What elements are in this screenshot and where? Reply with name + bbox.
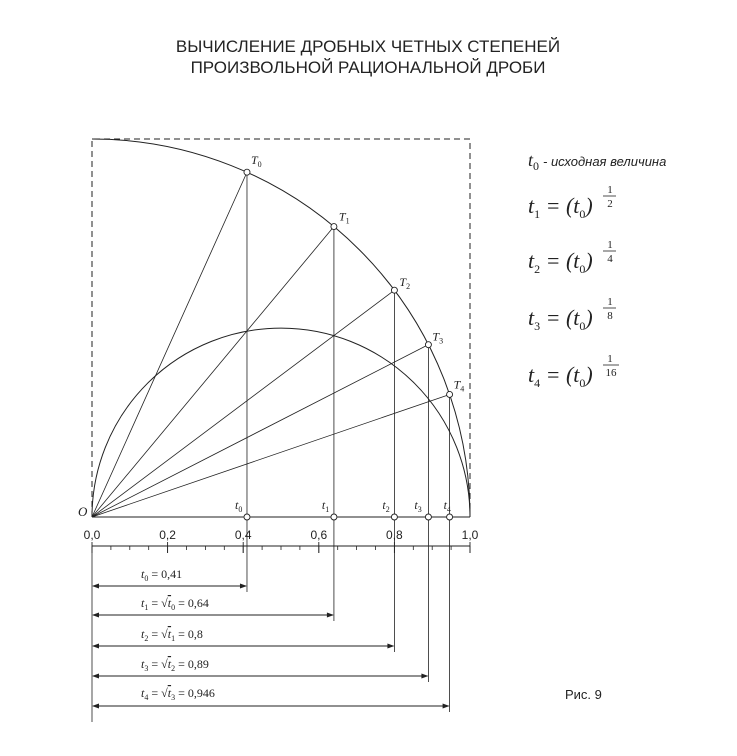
- legend-formula-t2: $t_2 = (t_0)$: [528, 248, 593, 276]
- label-t2: $t_2$: [382, 498, 390, 514]
- arrowhead-left: [92, 584, 99, 589]
- point-t3: [425, 514, 431, 520]
- ray-t1: [92, 227, 334, 517]
- axis-tick-label: 0,0: [83, 528, 101, 542]
- legend-t0: $t_0$ $^{- исходная величина}$: [528, 150, 667, 173]
- dimension-label-t2: $t_2 = √t_1 = 0,8$: [141, 627, 203, 643]
- arrowhead-left: [92, 674, 99, 679]
- point-t1: [331, 514, 337, 520]
- exponent-denominator: 16: [605, 367, 617, 379]
- formula-legend: [528, 150, 666, 390]
- exponent-numerator: 1: [607, 353, 613, 365]
- axis-tick-label: 0,4: [234, 528, 252, 542]
- label-t3: $t_3$: [414, 498, 422, 514]
- scale-axis: [84, 528, 479, 553]
- dimension-label-t1: $t_1 = √t_0 = 0,64$: [141, 596, 209, 612]
- ray-t4: [92, 394, 450, 517]
- ray-t0: [92, 172, 247, 517]
- point-t2: [391, 514, 397, 520]
- label-T0: $T_0$: [250, 153, 262, 170]
- label-t1: $t_1$: [321, 498, 330, 514]
- figure-caption: Рис. 9: [565, 687, 602, 702]
- label-T4: $T_4$: [453, 377, 465, 394]
- arrowhead-right: [327, 613, 334, 618]
- axis-tick-label: 0,2: [159, 528, 176, 542]
- origin-label: O: [78, 504, 88, 519]
- label-T2: $T_2$: [399, 275, 411, 292]
- legend-formula-t3: $t_3 = (t_0)$: [528, 305, 593, 333]
- half-circle: [92, 328, 470, 517]
- arrowhead-left: [92, 613, 99, 618]
- exponent-numerator: 1: [607, 239, 613, 251]
- dimension-label-t4: $t_4 = √t_3 = 0,946$: [141, 686, 215, 702]
- label-T1: $T_1$: [338, 209, 350, 226]
- legend-formula-t1: $t_1 = (t_0)$: [528, 193, 593, 221]
- arrowhead-right: [421, 674, 428, 679]
- point-T0: [244, 169, 250, 175]
- arrowhead-left: [92, 644, 99, 649]
- dimension-label-t3: $t_3 = √t_2 = 0,89$: [141, 657, 209, 673]
- exponent-denominator: 8: [607, 310, 613, 322]
- exponent-numerator: 1: [607, 296, 613, 308]
- arrowhead-left: [92, 704, 99, 709]
- ray-t2: [92, 290, 394, 517]
- axis-tick-label: 0,8: [386, 528, 403, 542]
- exponent-denominator: 2: [607, 198, 613, 210]
- label-t0: $t_0$: [234, 498, 243, 514]
- arrowhead-right: [387, 644, 394, 649]
- construction-lines: [92, 153, 464, 722]
- point-t0: [244, 514, 250, 520]
- label-T3: $T_3$: [432, 329, 444, 346]
- title-line-1: ВЫЧИСЛЕНИЕ ДРОБНЫХ ЧЕТНЫХ СТЕПЕНЕЙ: [175, 37, 561, 56]
- dimension-label-t0: $t_0 = 0,41$: [141, 567, 183, 583]
- label-t4: $t_4$: [443, 498, 451, 514]
- point-t4: [447, 514, 453, 520]
- exponent-denominator: 4: [607, 253, 613, 265]
- title-line-2: ПРОИЗВОЛЬНОЙ РАЦИОНАЛЬНОЙ ДРОБИ: [190, 58, 546, 77]
- point-T4: [447, 391, 453, 397]
- arrowhead-right: [240, 584, 247, 589]
- legend-formula-t4: $t_4 = (t_0)$: [528, 362, 593, 390]
- point-T1: [331, 224, 337, 230]
- axis-tick-label: 1,0: [461, 528, 479, 542]
- axis-tick-label: 0,6: [310, 528, 328, 542]
- exponent-numerator: 1: [607, 184, 613, 196]
- point-T3: [425, 342, 431, 348]
- point-T2: [391, 287, 397, 293]
- ray-t3: [92, 345, 428, 517]
- arrowhead-right: [443, 704, 450, 709]
